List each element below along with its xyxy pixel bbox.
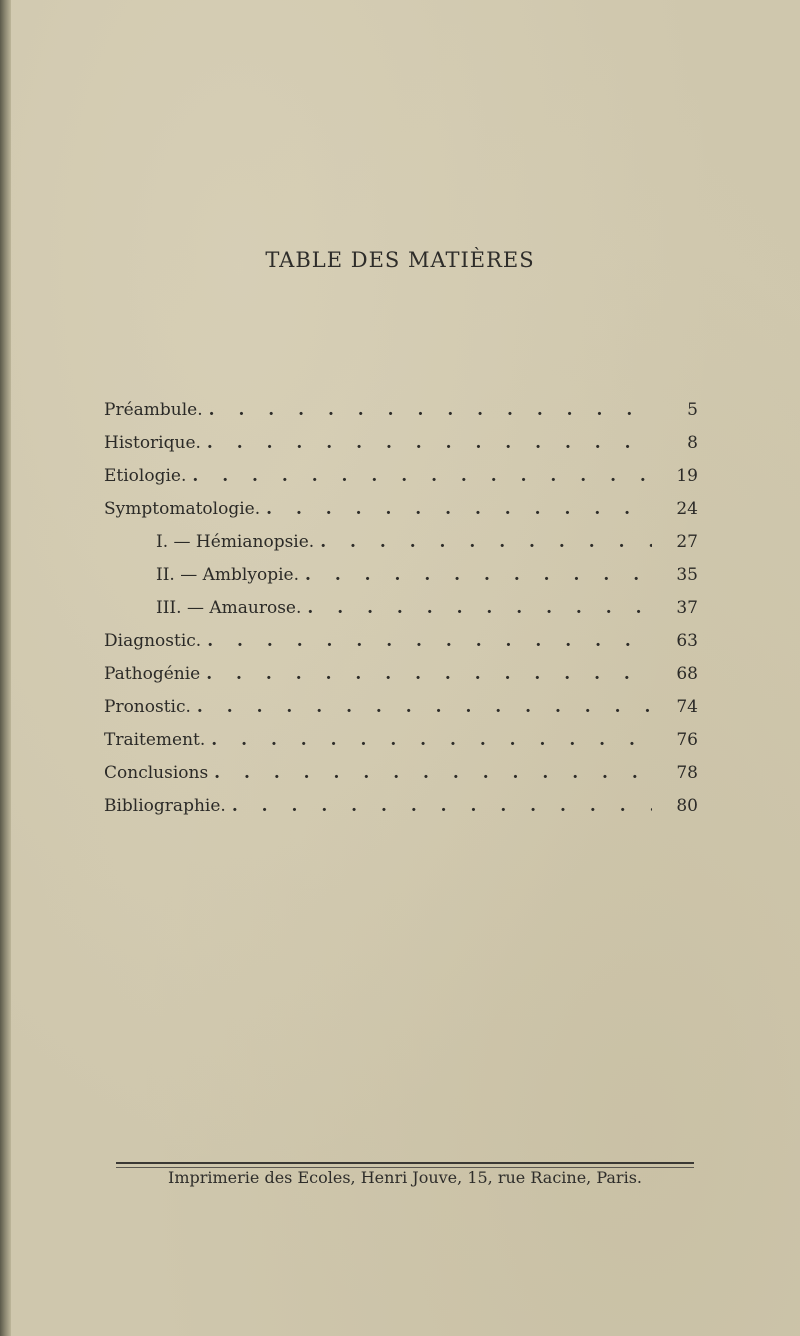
toc-entry-label: I. — Hémianopsie. (156, 532, 315, 552)
toc-entry-page: 37 (676, 598, 698, 618)
dot-leader (191, 693, 652, 721)
toc-entry (104, 792, 698, 825)
toc-entry (104, 429, 698, 462)
toc-entry-page: 63 (676, 631, 698, 651)
dot-leader (260, 495, 652, 523)
toc-entry-page: 27 (676, 532, 698, 552)
toc-entry-label: Conclusions (104, 763, 209, 783)
toc-subentry (104, 561, 698, 594)
dot-leader (205, 726, 652, 754)
toc-entry-page: 35 (676, 565, 698, 585)
toc-entry-label: Historique. (104, 433, 201, 453)
page-binding-edge (0, 0, 11, 1336)
table-of-contents (104, 396, 698, 825)
toc-entry-label: Symptomatologie. (104, 499, 261, 519)
toc-subentry (104, 528, 698, 561)
dot-leader (208, 759, 652, 787)
dot-leader (200, 660, 652, 688)
toc-entry-label: Traitement. (104, 730, 206, 750)
toc-entry (104, 759, 698, 792)
toc-entry-label: Pronostic. (104, 697, 191, 717)
toc-entry (104, 462, 698, 495)
toc-entry-page: 80 (676, 796, 698, 816)
toc-entry (104, 726, 698, 759)
toc-entry-label: III. — Amaurose. (156, 598, 302, 618)
toc-entry-page: 74 (676, 697, 698, 717)
toc-entry (104, 660, 698, 693)
printer-imprint: Imprimerie des Ecoles, Henri Jouve, 15, rue Racine, Paris. (168, 1168, 642, 1187)
toc-entry-page: 24 (676, 499, 698, 519)
toc-entry (104, 627, 698, 660)
dot-leader (186, 462, 652, 490)
dot-leader (314, 528, 652, 556)
toc-entry (104, 693, 698, 726)
toc-entry-label: Préambule. (104, 400, 203, 420)
toc-entry-label: Diagnostic. (104, 631, 202, 651)
toc-entry-page: 76 (676, 730, 698, 750)
page-title: TABLE DES MATIÈRES (265, 248, 535, 272)
toc-entry (104, 495, 698, 528)
toc-entry-label: Pathogénie (104, 664, 201, 684)
dot-leader (203, 396, 652, 424)
toc-entry-page: 5 (687, 400, 698, 420)
dot-leader (301, 594, 652, 622)
dot-leader (201, 429, 652, 457)
dot-leader (201, 627, 652, 655)
toc-entry-page: 8 (687, 433, 698, 453)
toc-entry-page: 68 (676, 664, 698, 684)
dot-leader (226, 792, 652, 820)
footer-rule (116, 1162, 694, 1164)
toc-entry-page: 19 (676, 466, 698, 486)
toc-subentry (104, 594, 698, 627)
toc-entry-label: Etiologie. (104, 466, 187, 486)
toc-entry-page: 78 (676, 763, 698, 783)
toc-entry-label: II. — Amblyopie. (156, 565, 299, 585)
toc-entry (104, 396, 698, 429)
dot-leader (299, 561, 652, 589)
toc-entry-label: Bibliographie. (104, 796, 226, 816)
